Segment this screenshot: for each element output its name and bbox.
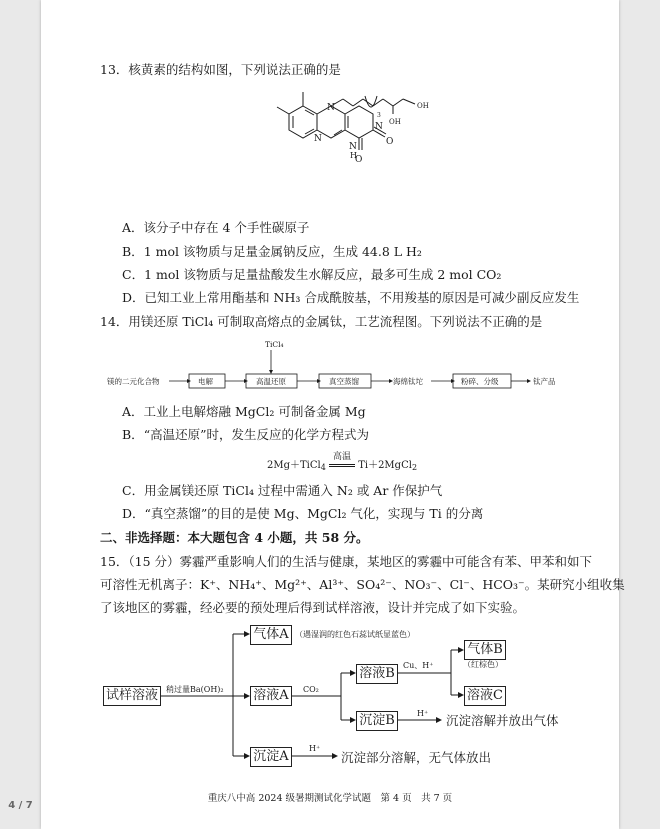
q13-stem: 13．核黄素的结构如图，下列说法正确的是 xyxy=(100,62,341,77)
n-right: N xyxy=(375,122,383,132)
q13-option-d: D．已知工业上常用酯基和 NH₃ 合成酰胺基，不用羧基的原因是可减少副反应发生 xyxy=(122,290,580,305)
oh-top: OH xyxy=(417,102,429,110)
q15-line3: 了该地区的雾霾，经必要的预处理后得到试样溶液，设计并完成了如下实验。 xyxy=(100,600,526,615)
flow-gas-b-note: （红棕色） xyxy=(463,660,503,669)
flow-ticl4: TiCl₄ xyxy=(265,340,284,349)
flow-precipitate-a-result: 沉淀部分溶解，无气体放出 xyxy=(341,750,492,765)
n-ring: N xyxy=(327,103,335,113)
flow-sample-solution: 试样溶液 xyxy=(103,686,161,706)
q14-option-a: A．工业上电解熔融 MgCl₂ 可制备金属 Mg xyxy=(122,404,366,419)
flow-start: 镁的二元化合物 xyxy=(107,377,160,386)
q15-line2: 可溶性无机离子：K⁺、NH₄⁺、Mg²⁺、Al³⁺、SO₄²⁻、NO₃⁻、Cl⁻、HCO₃⁻。某研究小组收集 xyxy=(100,577,625,592)
n-subscript: 3 xyxy=(377,112,381,119)
flow-reagent-baoh2: 稍过量Ba(OH)₂ xyxy=(166,685,224,694)
equation-condition: 高温 xyxy=(329,451,355,467)
n-left: N xyxy=(314,134,322,144)
page-indicator: 4 / 7 xyxy=(8,800,33,811)
flow-gas-b: 气体B xyxy=(464,640,506,660)
q14-stem: 14．用镁还原 TiCl₄ 可制取高熔点的金属钛，工艺流程图。下列说法不正确的是 xyxy=(100,314,543,329)
flow-step-electrolysis: 电解 xyxy=(198,377,213,386)
flow-solution-b: 溶液B xyxy=(356,664,398,684)
riboflavin-structure xyxy=(253,80,453,220)
flow-precipitate-b-result: 沉淀溶解并放出气体 xyxy=(446,713,559,728)
flow-step-reduction: 高温还原 xyxy=(256,377,286,386)
flow-precipitate-a: 沉淀A xyxy=(250,747,292,767)
h: H xyxy=(350,151,357,160)
q15-line1: 15．（15 分）雾霾严重影响人们的生活与健康，某地区的雾霾中可能含有苯、甲苯和如下 xyxy=(100,554,593,569)
q13-option-a: A．该分子中存在 4 个手性碳原子 xyxy=(122,220,310,235)
flow-gas-a-note: （遇湿润的红色石蕊试纸显蓝色） xyxy=(295,630,415,639)
flow-sponge-ti: 海绵钛坨 xyxy=(393,377,423,386)
flow-h-plus-a: H⁺ xyxy=(309,744,321,753)
q14-process-flow xyxy=(101,336,561,396)
nh: N xyxy=(349,142,357,152)
exam-page xyxy=(41,0,625,829)
q14-option-b: B．“高温还原”时，发生反应的化学方程式为 xyxy=(122,427,369,442)
flow-solution-c: 溶液C xyxy=(464,686,506,706)
oh-mid: OH xyxy=(389,118,401,126)
q13-option-c: C．1 mol 该物质与足量盐酸发生水解反应，最多可生成 2 mol CO₂ xyxy=(122,267,502,282)
flow-end: 钛产品 xyxy=(533,377,556,386)
q14-equation: 2Mg＋TiCl$_4$ 高温 Ti＋2MgCl$_2$ xyxy=(267,452,418,472)
flow-solution-a: 溶液A xyxy=(250,686,292,706)
flow-h-plus-b: H⁺ xyxy=(417,709,429,718)
section-heading: 二、非选择题：本大题包含 4 小题，共 58 分。 xyxy=(100,530,369,545)
o-left: O xyxy=(355,155,363,165)
flow-cu-h: Cu、H⁺ xyxy=(403,661,434,670)
flow-step-crush: 粉碎、分级 xyxy=(461,377,499,386)
q14-option-d: D．“真空蒸馏”的目的是使 Mg、MgCl₂ 气化，实现与 Ti 的分离 xyxy=(122,506,484,521)
q13-option-b: B．1 mol 该物质与足量金属钠反应，生成 44.8 L H₂ xyxy=(122,244,422,259)
flow-co2: CO₂ xyxy=(303,685,319,694)
o-right: O xyxy=(386,137,394,147)
page-footer: 重庆八中高 2024 级暑期测试化学试题 第 4 页 共 7 页 xyxy=(207,793,453,804)
q14-option-c: C．用金属镁还原 TiCl₄ 过程中需通入 N₂ 或 Ar 作保护气 xyxy=(122,483,443,498)
flow-precipitate-b: 沉淀B xyxy=(356,711,398,731)
flow-gas-a: 气体A xyxy=(250,625,292,645)
flow-step-distillation: 真空蒸馏 xyxy=(329,377,359,386)
